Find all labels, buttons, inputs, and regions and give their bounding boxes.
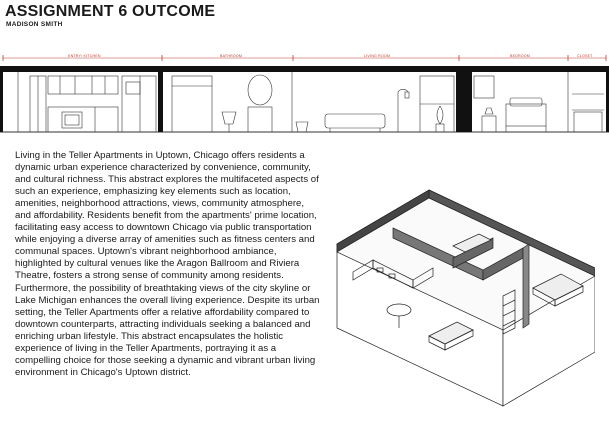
ceiling-slab [0,66,609,72]
page-title: ASSIGNMENT 6 OUTCOME [5,3,216,20]
room-label-living-room: LIVING ROOM [364,54,391,58]
author-name: MADISON SMITH [6,21,63,28]
room-label-closet: CLOSET [577,54,593,58]
living-room-furniture-icon [296,76,454,132]
room-label-bathroom: BATHROOM [220,54,243,58]
room-label-bedroom: BEDROOM [510,54,530,58]
wall-living-bed [456,66,472,132]
bedroom-furniture-icon [474,76,546,132]
abstract-paragraph: Living in the Teller Apartments in Uptown, Chicago offers residents a dynamic urban experience characterized by convenience, community, and cultural richness. This abstract explores the multifaceted aspects of such an experience, emphasizing key elements such as location, amenities, neighborhood attractions, views, community atmosphere, and affordability. Residents benefit from the apartments' prime location, facilitating easy access to downtown Chicago via public transportation while enjoying a diverse array of amenities such as fitness centers and communal spaces. Uptown's vibrant neighborhood ambiance, highlighted by cultural venues like the Aragon Ballroom and Riviera Theatre, fosters a strong sense of community among residents. Furthermore, the possibility of breathtaking views of the city skyline or Lake Michigan enhances the overall living experience. Despite its urban setting, the Teller Apartments offer a relative affordability compared to downtown counterparts, attracting individuals seeking a balanced and enriching urban lifestyle. This abstract encapsulates the holistic experience of living in the Teller Apartments, portraying it as a compelling choice for those seeking a dynamic and vibrant urban living environment in Chicago's Uptown district. [15,150,320,378]
wall-left [0,66,3,132]
room-label-entry-kitchen: ENTRY/ KITCHEN [68,54,101,58]
closet-shelving-icon [572,94,604,132]
isometric-floor-plan-drawing [333,188,595,410]
kitchen-cabinets-icon [30,76,156,132]
section-elevation-drawing [0,62,609,134]
wall-kitchen-bath [158,66,163,132]
bathroom-fixtures-icon [172,75,272,132]
